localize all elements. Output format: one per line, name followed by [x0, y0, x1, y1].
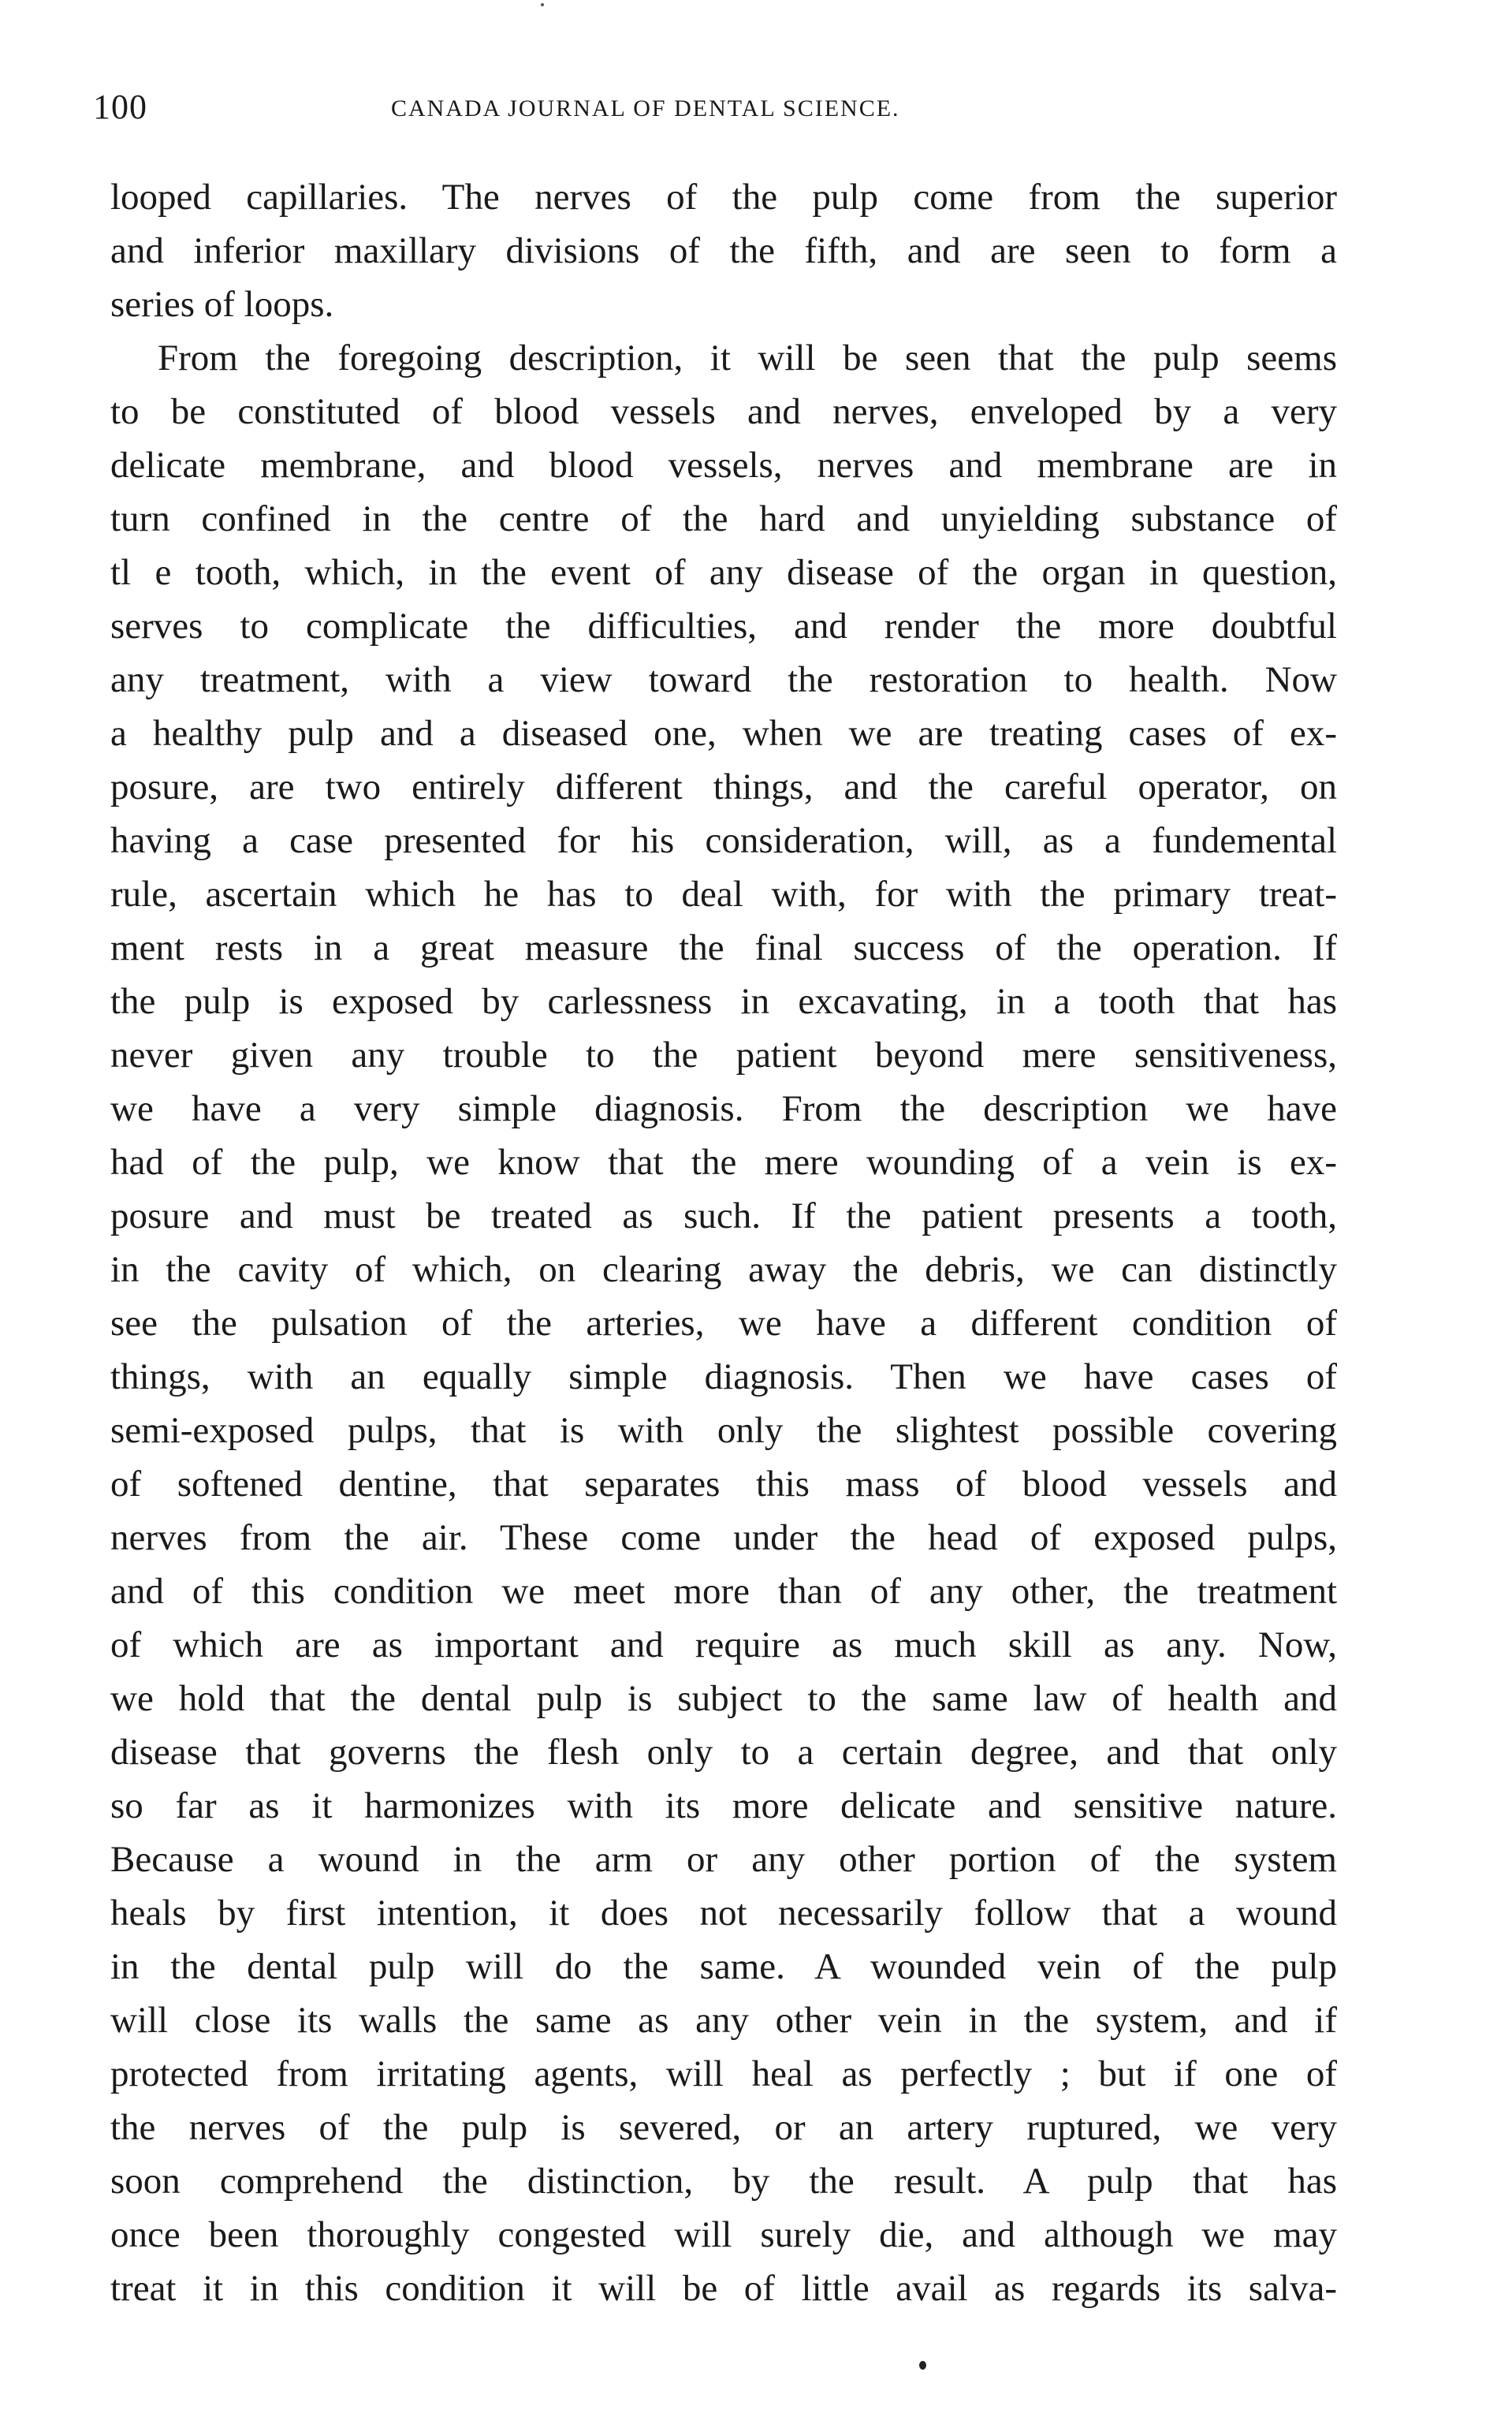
- page-number: 100: [93, 88, 147, 126]
- text-line: any treatment, with a view toward the restoration to health. Now: [110, 659, 1337, 700]
- text-line: once been thoroughly congested will surely die, and although we may: [110, 2214, 1337, 2255]
- text-line: soon comprehend the distinction, by the result. A pulp that has: [110, 2161, 1337, 2202]
- text-line: we have a very simple diagnosis. From the description we have: [110, 1088, 1337, 1129]
- text-line: semi-exposed pulps, that is with only the slightest possible covering: [110, 1410, 1337, 1451]
- text-line: of softened dentine, that separates this mass of blood vessels and: [110, 1464, 1337, 1505]
- text-line: of which are as important and require as much skill as any. Now,: [110, 1624, 1337, 1665]
- text-line: tl e tooth, which, in the event of any disease of the organ in question,: [110, 552, 1337, 593]
- text-line: series of loops.: [110, 284, 334, 325]
- text-line: had of the pulp, we know that the mere wounding of a vein is ex-: [110, 1142, 1337, 1183]
- body-text: [110, 170, 1337, 2315]
- text-line: heals by first intention, it does not necessarily follow that a wound: [110, 1893, 1337, 1934]
- journal-title: CANADA JOURNAL OF DENTAL SCIENCE.: [391, 95, 900, 121]
- text-line: turn confined in the centre of the hard and unyielding substance of: [110, 498, 1337, 539]
- text-line: looped capillaries. The nerves of the pulp come from the superior: [110, 177, 1337, 218]
- text-line: we hold that the dental pulp is subject to the same law of health and: [110, 1678, 1337, 1719]
- text-line: ment rests in a great measure the final success of the operation. If: [110, 927, 1337, 968]
- text-line: see the pulsation of the arteries, we have a different condition of: [110, 1303, 1337, 1344]
- text-line: posure, are two entirely different things, and the careful operator, on: [110, 766, 1337, 807]
- text-line: treat it in this condition it will be of little avail as regards its salva-: [110, 2268, 1337, 2309]
- text-line: and inferior maxillary divisions of the fifth, and are seen to form a: [110, 230, 1337, 271]
- text-line: serves to complicate the difficulties, and render the more doubtful: [110, 606, 1337, 647]
- text-line: posure and must be treated as such. If the patient presents a tooth,: [110, 1195, 1337, 1236]
- text-line: and of this condition we meet more than of any other, the treatment: [110, 1571, 1337, 1612]
- paragraph-2: [110, 331, 1337, 2315]
- text-line: disease that governs the flesh only to a certain degree, and that only: [110, 1732, 1337, 1773]
- text-line: will close its walls the same as any other vein in the system, and if: [110, 2000, 1337, 2041]
- text-line: having a case presented for his consideration, will, as a fundemental: [110, 820, 1337, 861]
- text-line: nerves from the air. These come under the head of exposed pulps,: [110, 1517, 1337, 1558]
- text-line: rule, ascertain which he has to deal with, for with the primary treat-: [110, 874, 1337, 915]
- text-line: in the dental pulp will do the same. A wounded vein of the pulp: [110, 1946, 1337, 1987]
- text-line: the nerves of the pulp is severed, or an artery ruptured, we very: [110, 2107, 1337, 2148]
- text-line: never given any trouble to the patient beyond mere sensitiveness,: [110, 1035, 1337, 1076]
- text-line: delicate membrane, and blood vessels, nerves and membrane are in: [110, 445, 1337, 486]
- text-line: to be constituted of blood vessels and nerves, enveloped by a very: [110, 391, 1337, 432]
- text-line: in the cavity of which, on clearing away the debris, we can distinctly: [110, 1249, 1337, 1290]
- ink-speck: [919, 2361, 926, 2370]
- text-line: Because a wound in the arm or any other portion of the system: [110, 1839, 1337, 1880]
- running-head: [93, 84, 1386, 131]
- text-line: so far as it harmonizes with its more delicate and sensitive nature.: [110, 1785, 1337, 1826]
- text-line: a healthy pulp and a diseased one, when we are treating cases of ex-: [110, 713, 1337, 754]
- text-line: protected from irritating agents, will heal as perfectly ; but if one of: [110, 2053, 1337, 2094]
- text-line: the pulp is exposed by carlessness in excavating, in a tooth that has: [110, 981, 1337, 1022]
- paragraph-1: [110, 170, 1337, 331]
- text-line: things, with an equally simple diagnosis. Then we have cases of: [110, 1356, 1337, 1397]
- ink-speck: [541, 3, 544, 6]
- text-line: From the foregoing description, it will be seen that the pulp seems: [158, 338, 1337, 379]
